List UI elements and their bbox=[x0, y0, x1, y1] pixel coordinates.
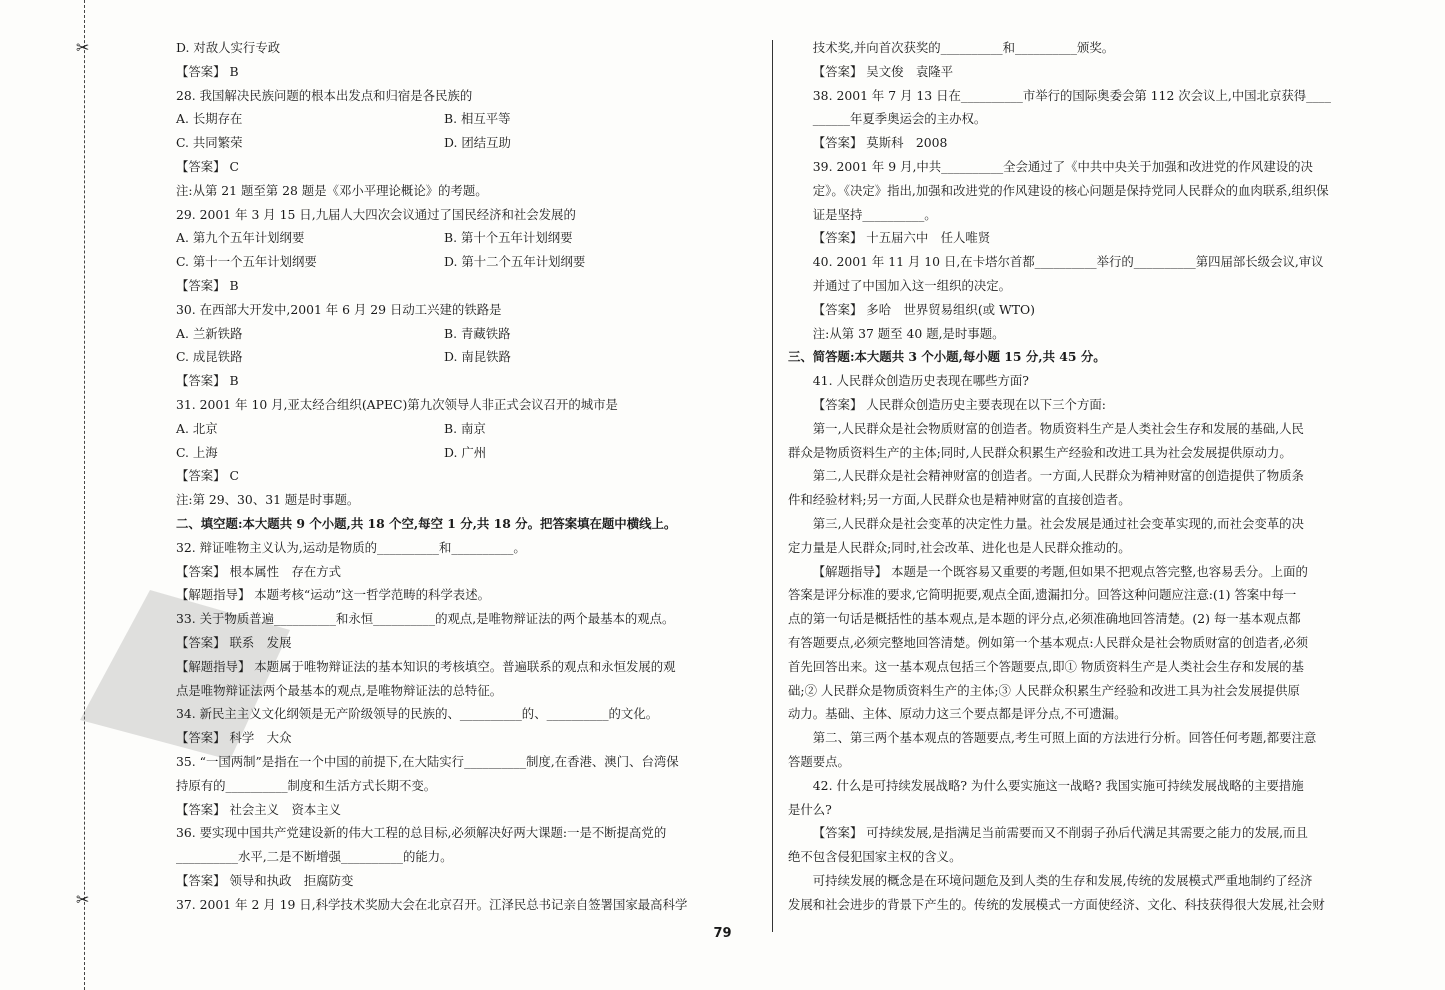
option-row bbox=[172, 345, 760, 369]
answer-line: 【答案】 多哈 世界贸易组织(或 WTO) bbox=[812, 301, 1035, 317]
left-column bbox=[172, 36, 760, 916]
text-line: D. 对敌人实行专政 bbox=[176, 40, 281, 55]
text-line: 33. 关于物质普遍__________和永恒__________的观点,是唯物辩证法的两个最基本的观点。 bbox=[176, 611, 675, 627]
option-a: A. 北京 bbox=[176, 420, 218, 436]
option-a: C. 共同繁荣 bbox=[176, 135, 243, 151]
text-line: 可持续发展的概念是在环境问题危及到人类的生存和发展,传统的发展模式严重地制约了经济 bbox=[812, 872, 1313, 888]
text-line: 31. 2001 年 10 月,亚太经合组织(APEC)第九次领导人非正式会议召开的城市是 bbox=[176, 396, 618, 412]
text-line: 38. 2001 年 7 月 13 日在__________市举行的国际奥委会第 112 次会议上,中国北京获得____ bbox=[812, 87, 1331, 103]
answer-line: 【答案】 人民群众创造历史主要表现在以下三个方面: bbox=[812, 396, 1106, 412]
text-line: 34. 新民主主义文化纲领是无产阶级领导的民族的、__________的、__________的文化。 bbox=[176, 706, 659, 722]
option-row bbox=[172, 441, 760, 465]
option-b: B. 第十个五年计划纲要 bbox=[444, 230, 573, 246]
option-b: B. 相互平等 bbox=[444, 111, 511, 127]
page-number: 79 bbox=[713, 926, 732, 941]
text-line: 29. 2001 年 3 月 15 日,九届人大四次会议通过了国民经济和社会发展的 bbox=[176, 206, 576, 222]
text-line: 41. 人民群众创造历史表现在哪些方面? bbox=[812, 373, 1029, 389]
answer-line: 【答案】 根本属性 存在方式 bbox=[176, 563, 342, 579]
answer-line: 【答案】 十五届六中 任人唯贤 bbox=[812, 230, 991, 246]
text-line: 第三,人民群众是社会变革的决定性力量。社会发展是通过社会变革实现的,而社会变革的决 bbox=[812, 515, 1304, 531]
text-line: 证是坚持__________。 bbox=[812, 206, 937, 222]
scissors-icon: ✂ bbox=[76, 38, 90, 57]
option-row bbox=[172, 107, 760, 131]
text-line: 答案是评分标准的要求,它简明扼要,观点全面,遗漏扣分。回答这种问题应注意:(1) 答案中每一 bbox=[788, 587, 1297, 603]
text-line: 群众是物质资料生产的主体;同时,人民群众积累生产经验和改进工具为社会发展提供原动力。 bbox=[788, 444, 1292, 460]
option-row bbox=[172, 250, 760, 274]
answer-line: 【答案】 C bbox=[176, 468, 239, 484]
text-line: 注:从第 37 题至 40 题,是时事题。 bbox=[812, 325, 1005, 341]
answer-line: 【答案】 领导和执政 拒腐防变 bbox=[176, 872, 354, 888]
option-a: A. 长期存在 bbox=[176, 111, 243, 127]
cut-line bbox=[84, 0, 85, 990]
option-b: D. 广州 bbox=[444, 444, 487, 460]
text-line: 28. 我国解决民族问题的根本出发点和归宿是各民族的 bbox=[176, 87, 473, 103]
text-line: 件和经验材料;另一方面,人民群众也是精神财富的直接创造者。 bbox=[788, 492, 1131, 508]
text-line: 第二、第三两个基本观点的答题要点,考生可照上面的方法进行分析。回答任何考题,都要注意 bbox=[812, 730, 1317, 746]
option-a: C. 第十一个五年计划纲要 bbox=[176, 254, 317, 270]
answer-line: 【答案】 B bbox=[176, 373, 239, 389]
text-line: 有答题要点,必须完整地回答清楚。例如第一个基本观点:人民群众是社会物质财富的创造者,必须 bbox=[788, 634, 1309, 650]
option-b: B. 南京 bbox=[444, 420, 486, 436]
section-heading: 三、简答题:本大题共 3 个小题,每小题 15 分,共 45 分。 bbox=[788, 349, 1106, 365]
text-line: 是什么? bbox=[788, 801, 832, 817]
option-a: C. 上海 bbox=[176, 444, 218, 460]
text-line: 答题要点。 bbox=[788, 753, 850, 769]
text-line: 注:第 29、30、31 题是时事题。 bbox=[176, 492, 360, 508]
option-row bbox=[172, 131, 760, 155]
text-line: 持原有的__________制度和生活方式长期不变。 bbox=[176, 777, 437, 793]
answer-line: 【答案】 可持续发展,是指满足当前需要而又不削弱子孙后代满足其需要之能力的发展,而且 bbox=[812, 825, 1308, 841]
option-a: A. 兰新铁路 bbox=[176, 325, 243, 341]
answer-line: 【答案】 B bbox=[176, 63, 239, 79]
text-line: ______年夏季奥运会的主办权。 bbox=[812, 111, 987, 127]
scissors-icon: ✂ bbox=[76, 890, 90, 909]
section-heading: 二、填空题:本大题共 9 个小题,共 18 个空,每空 1 分,共 18 分。把答案填在题中横线上。 bbox=[176, 515, 677, 531]
text-line: 定力量是人民群众;同时,社会改革、进化也是人民群众推动的。 bbox=[788, 539, 1131, 555]
answer-line: 【答案】 联系 发展 bbox=[176, 634, 292, 650]
answer-line: 【解题指导】 本题属于唯物辩证法的基本知识的考核填空。普遍联系的观点和永恒发展的观 bbox=[176, 658, 676, 674]
answer-line: 【解题指导】 本题考核“运动”这一哲学范畴的科学表述。 bbox=[176, 587, 490, 603]
answer-line: 【答案】 吴文俊 袁隆平 bbox=[812, 63, 954, 79]
text-line: 发展和社会进步的背景下产生的。传统的发展模式一方面使经济、文化、科技获得很大发展,社会财 bbox=[788, 896, 1325, 912]
answer-line: 【解题指导】 本题是一个既容易又重要的考题,但如果不把观点答完整,也容易丢分。上面的 bbox=[812, 563, 1308, 579]
text-line: 42. 什么是可持续发展战略? 为什么要实施这一战略? 我国实施可持续发展战略的主要措施 bbox=[812, 777, 1304, 793]
answer-line: 【答案】 社会主义 资本主义 bbox=[176, 801, 342, 817]
text-line: 35. “一国两制”是指在一个中国的前提下,在大陆实行__________制度,在香港、澳门、台湾保 bbox=[176, 753, 679, 769]
text-line: 39. 2001 年 9 月,中共__________全会通过了《中共中央关于加强和改进党的作风建设的决 bbox=[812, 158, 1313, 174]
text-line: 定》。《决定》指出,加强和改进党的作风建设的核心问题是保持党同人民群众的血肉联系,组织保 bbox=[812, 182, 1329, 198]
text-line: 37. 2001 年 2 月 19 日,科学技术奖励大会在北京召开。江泽民总书记亲自签署国家最高科学 bbox=[176, 896, 688, 912]
column-divider bbox=[772, 40, 773, 932]
text-line: 动力。基础、主体、原动力这三个要点都是评分点,不可遗漏。 bbox=[788, 706, 1127, 722]
option-row bbox=[172, 226, 760, 250]
text-line: 础;② 人民群众是物质资料生产的主体;③ 人民群众积累生产经验和改进工具为社会发展提供原 bbox=[788, 682, 1300, 698]
text-line: 30. 在西部大开发中,2001 年 6 月 29 日动工兴建的铁路是 bbox=[176, 301, 502, 317]
text-line: 32. 辩证唯物主义认为,运动是物质的__________和__________。 bbox=[176, 539, 526, 555]
option-b: D. 第十二个五年计划纲要 bbox=[444, 254, 586, 270]
text-line: 技术奖,并向首次获奖的__________和__________颁奖。 bbox=[812, 40, 1115, 55]
right-column bbox=[788, 36, 1400, 916]
answer-line: 【答案】 科学 大众 bbox=[176, 730, 292, 746]
option-b: D. 南昆铁路 bbox=[444, 349, 511, 365]
text-line: 首先回答出来。这一基本观点包括三个答题要点,即① 物质资料生产是人类社会生存和发展的基 bbox=[788, 658, 1304, 674]
text-line: 36. 要实现中国共产党建设新的伟大工程的总目标,必须解决好两大课题:一是不断提高党的 bbox=[176, 825, 667, 841]
text-line: 点是唯物辩证法两个最基本的观点,是唯物辩证法的总特征。 bbox=[176, 682, 503, 698]
option-row bbox=[172, 417, 760, 441]
option-a: A. 第九个五年计划纲要 bbox=[176, 230, 305, 246]
text-line: 注:从第 21 题至第 28 题是《邓小平理论概论》的考题。 bbox=[176, 182, 488, 198]
option-b: B. 青藏铁路 bbox=[444, 325, 511, 341]
answer-line: 【答案】 B bbox=[176, 277, 239, 293]
text-line: 40. 2001 年 11 月 10 日,在卡塔尔首都__________举行的__________第四届部长级会议,审议 bbox=[812, 254, 1324, 270]
answer-line: 【答案】 C bbox=[176, 158, 239, 174]
text-line: __________水平,二是不断增强__________的能力。 bbox=[176, 849, 453, 865]
answer-line: 【答案】 莫斯科 2008 bbox=[812, 135, 948, 151]
text-line: 绝不包含侵犯国家主权的含义。 bbox=[788, 849, 962, 865]
text-line: 第一,人民群众是社会物质财富的创造者。物质资料生产是人类社会生存和发展的基础,人民 bbox=[812, 420, 1304, 436]
option-a: C. 成昆铁路 bbox=[176, 349, 243, 365]
option-b: D. 团结互助 bbox=[444, 135, 511, 151]
text-line: 点的第一句话是概括性的基本观点,是本题的评分点,必须准确地回答清楚。(2) 每一基本观点都 bbox=[788, 611, 1301, 627]
text-line: 第二,人民群众是社会精神财富的创造者。一方面,人民群众为精神财富的创造提供了物质条 bbox=[812, 468, 1304, 484]
option-row bbox=[172, 322, 760, 346]
text-line: 并通过了中国加入这一组织的决定。 bbox=[812, 277, 1012, 293]
